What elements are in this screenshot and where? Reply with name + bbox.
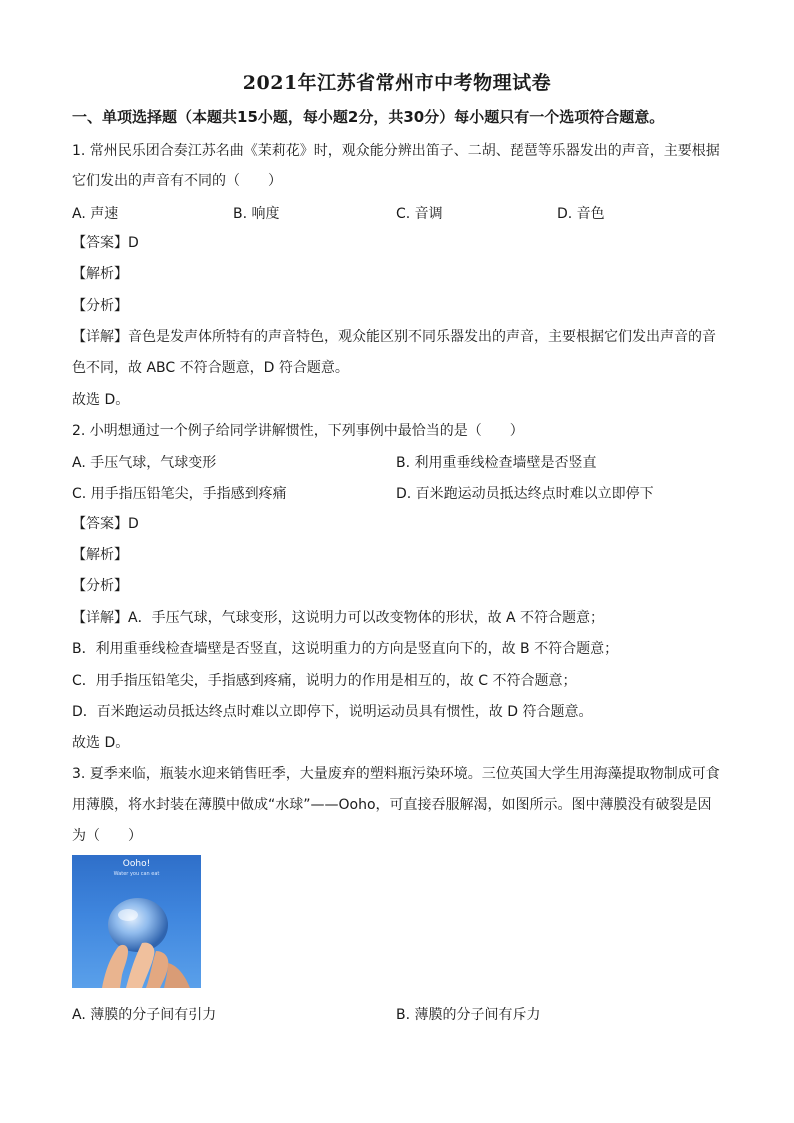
q2-option-d: D. 百米跑运动员抵达终点时难以立即停下	[396, 486, 654, 502]
q2-option-b: B. 利用重垂线检查墙壁是否竖直	[396, 455, 597, 471]
q3-option-b: B. 薄膜的分子间有斥力	[396, 1007, 541, 1023]
q2-analysis-label: 【解析】	[72, 547, 128, 563]
q3-stem-line3: 为（ ）	[72, 828, 142, 844]
q1-fenxi-label: 【分析】	[72, 298, 128, 314]
q2-option-c: C. 用手指压铅笔尖，手指感到疼痛	[72, 486, 287, 502]
q2-detail-a: 【详解】A．手压气球，气球变形，这说明力可以改变物体的形状，故 A 不符合题意；	[72, 610, 605, 626]
q1-conclusion: 故选 D。	[72, 392, 130, 408]
q3-stem-line1: 3. 夏季来临，瓶装水迎来销售旺季，大量废弃的塑料瓶污染环境。三位英国大学生用海藻提取物制成可食	[72, 766, 720, 782]
ooho-photo-subcaption: Water you can eat	[113, 871, 160, 877]
q1-option-a: A. 声速	[72, 206, 119, 222]
q1-option-c: C. 音调	[396, 206, 443, 222]
q1-analysis-label: 【解析】	[72, 266, 128, 282]
q2-stem: 2. 小明想通过一个例子给同学讲解惯性，下列事例中最恰当的是（ ）	[72, 423, 524, 439]
q1-option-d: D. 音色	[557, 206, 605, 222]
q1-answer: 【答案】D	[72, 235, 139, 251]
q1-detail-line2: 色不同，故 ABC 不符合题意，D 符合题意。	[72, 360, 349, 376]
q2-answer: 【答案】D	[72, 516, 139, 532]
q1-option-b: B. 响度	[233, 206, 280, 222]
q2-conclusion: 故选 D。	[72, 735, 130, 751]
ooho-photo-caption: Ooho!	[122, 859, 151, 869]
ooho-photo	[72, 855, 201, 988]
q2-detail-c: C．用手指压铅笔尖，手指感到疼痛，说明力的作用是相互的，故 C 不符合题意；	[72, 673, 577, 689]
q3-stem-line2: 用薄膜，将水封装在薄膜中做成“水球”——Ooho，可直接吞服解渴，如图所示。图中薄膜没有破裂是因	[72, 797, 712, 813]
q3-option-a: A. 薄膜的分子间有引力	[72, 1007, 217, 1023]
water-ball-shape	[108, 898, 168, 952]
q1-stem-line2: 它们发出的声音有不同的（ ）	[72, 173, 282, 189]
section-heading: 一、单项选择题（本题共15小题，每小题2分，共30分）每小题只有一个选项符合题意。	[72, 108, 665, 126]
q2-option-a: A. 手压气球，气球变形	[72, 455, 217, 471]
q2-detail-d: D．百米跑运动员抵达终点时难以立即停下，说明运动员具有惯性，故 D 符合题意。	[72, 704, 593, 720]
hand-holding-water-ball-illustration	[72, 855, 201, 988]
page-title: 2021年江苏省常州市中考物理试卷	[242, 72, 552, 94]
q1-detail-line1: 【详解】音色是发声体所特有的声音特色，观众能区别不同乐器发出的声音，主要根据它们发出声音的音	[72, 329, 716, 345]
q2-detail-b: B．利用重垂线检查墙壁是否竖直，这说明重力的方向是竖直向下的，故 B 不符合题意；	[72, 641, 619, 657]
q2-fenxi-label: 【分析】	[72, 578, 128, 594]
q1-stem-line1: 1. 常州民乐团合奏江苏名曲《茉莉花》时，观众能分辨出笛子、二胡、琵琶等乐器发出的声音，主要根据	[72, 143, 720, 159]
